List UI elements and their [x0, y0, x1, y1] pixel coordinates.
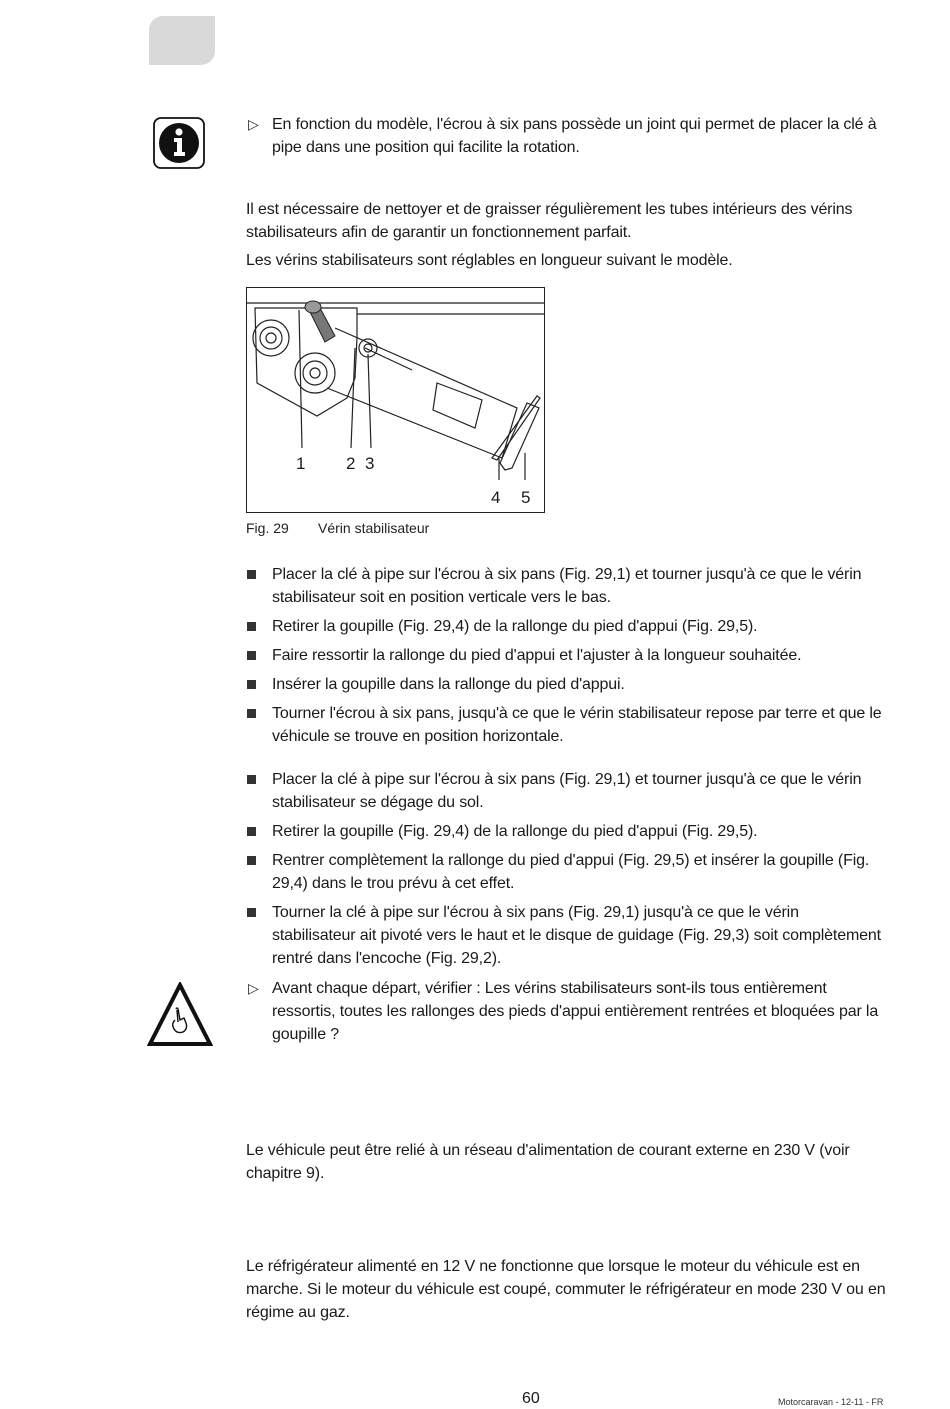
- list-item: Placer la clé à pipe sur l'écrou à six pans (Fig. 29,1) et tourner jusqu'à ce que le vérin stabilisateur soit en position verticale vers le bas.: [246, 563, 886, 609]
- bullet-square-icon: [247, 827, 256, 836]
- note-arrow-icon: ▷: [248, 980, 259, 996]
- figure-label-2: 2: [346, 454, 356, 473]
- page-number: 60: [522, 1390, 540, 1407]
- maintenance-paragraph: Il est nécessaire de nettoyer et de graisser régulièrement les tubes intérieurs des vérins stabilisateurs afin de garantir un fonctionnement parfait.: [246, 201, 853, 241]
- list-item: Retirer la goupille (Fig. 29,4) de la rallonge du pied d'appui (Fig. 29,5).: [246, 820, 886, 843]
- warning-hand-icon: [147, 982, 213, 1046]
- list-item: Tourner la clé à pipe sur l'écrou à six pans (Fig. 29,1) jusqu'à ce que le vérin stabilisateur ait pivoté vers le haut et le disque de guidage (Fig. 29,3) soit complètement rentré dans l'encoche (Fig. 29,2).: [246, 901, 886, 970]
- info-icon: [153, 117, 205, 169]
- list-item: Faire ressortir la rallonge du pied d'appui et l'ajuster à la longueur souhaitée.: [246, 644, 886, 667]
- figure-caption: [246, 520, 429, 536]
- bullet-square-icon: [247, 570, 256, 579]
- note-arrow-icon: ▷: [248, 116, 259, 132]
- list-item: Placer la clé à pipe sur l'écrou à six pans (Fig. 29,1) et tourner jusqu'à ce que le vérin stabilisateur se dégage du sol.: [246, 768, 886, 814]
- list-item: Tourner l'écrou à six pans, jusqu'à ce que le vérin stabilisateur repose par terre et que le véhicule se trouve en position horizontale.: [246, 702, 886, 748]
- bullet-square-icon: [247, 622, 256, 631]
- bullet-square-icon: [247, 908, 256, 917]
- bullet-square-icon: [247, 856, 256, 865]
- bullet-square-icon: [247, 680, 256, 689]
- bullet-square-icon: [247, 651, 256, 660]
- fridge-paragraph: Le réfrigérateur alimenté en 12 V ne fonctionne que lorsque le moteur du véhicule est en marche. Si le moteur du véhicule est coupé, commuter le réfrigérateur en mode 230 V ou en régime au gaz.: [246, 1258, 886, 1321]
- document-reference: Motorcaravan - 12-11 - FR: [778, 1397, 884, 1407]
- figure-label-1: 1: [296, 454, 306, 473]
- figure-label-3: 3: [365, 454, 375, 473]
- raising-steps-list: [246, 768, 886, 976]
- figure-title: Vérin stabilisateur: [318, 520, 430, 536]
- adjustable-paragraph: Les vérins stabilisateurs sont réglables en longueur suivant le modèle.: [246, 252, 733, 269]
- bullet-square-icon: [247, 709, 256, 718]
- stabilizer-figure: [246, 287, 545, 513]
- power-paragraph: Le véhicule peut être relié à un réseau d'alimentation de courant externe en 230 V (voir chapitre 9).: [246, 1142, 850, 1182]
- warning-note-text: Avant chaque départ, vérifier : Les vérins stabilisateurs sont-ils tous entièrement ressortis, toutes les rallonges des pieds d'appui entièrement rentrées et bloquées par la goupille ?: [272, 980, 879, 1043]
- list-item: Rentrer complètement la rallonge du pied d'appui (Fig. 29,5) et insérer la goupille (Fig. 29,4) dans le trou prévu à cet effet.: [246, 849, 886, 895]
- list-item: Insérer la goupille dans la rallonge du pied d'appui.: [246, 673, 886, 696]
- info-note-text: En fonction du modèle, l'écrou à six pans possède un joint qui permet de placer la clé à pipe dans une position qui facilite la rotation.: [272, 116, 877, 156]
- figure-label-5: 5: [521, 488, 531, 507]
- bullet-square-icon: [247, 775, 256, 784]
- figure-label-4: 4: [491, 488, 501, 507]
- stabilizer-illustration: [247, 288, 544, 512]
- chapter-tab: [149, 16, 215, 65]
- lowering-steps-list: [246, 563, 886, 754]
- list-item: Retirer la goupille (Fig. 29,4) de la rallonge du pied d'appui (Fig. 29,5).: [246, 615, 886, 638]
- figure-number: Fig. 29: [246, 520, 289, 536]
